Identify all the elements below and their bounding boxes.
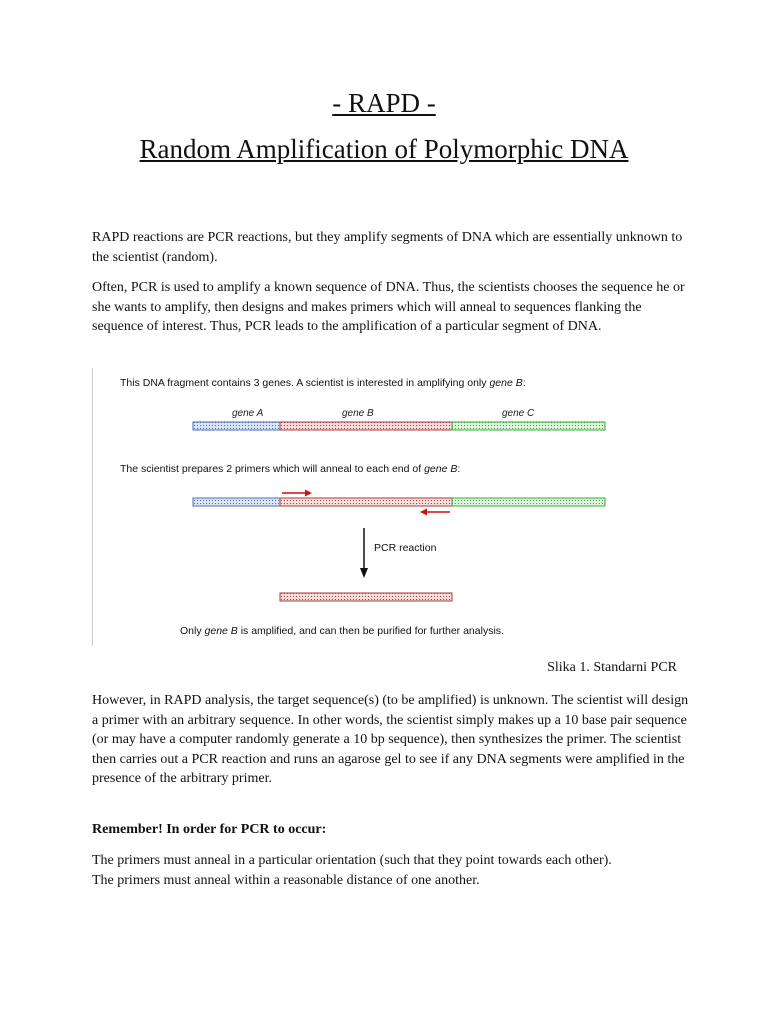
gene-a-segment xyxy=(193,422,280,430)
paragraph-intro: RAPD reactions are PCR reactions, but they amplify segments of DNA which are essentially unknown to the scientist (random). xyxy=(92,230,683,265)
condition-2: The primers must anneal within a reasonable distance of one another. xyxy=(92,872,480,888)
figure-line-3: Only gene B is amplified, and can then be purified for further analysis. xyxy=(180,625,504,637)
condition-1: The primers must anneal in a particular orientation (such that they point towards each other). xyxy=(92,853,612,868)
forward-primer-arrowhead xyxy=(305,490,312,497)
figure-line-2: The scientist prepares 2 primers which will anneal to each end of gene B: xyxy=(120,463,461,475)
gene-b-segment xyxy=(280,422,452,430)
gene-b-segment-2 xyxy=(280,498,452,506)
gene-c-segment-2 xyxy=(452,498,605,506)
gene-c-label: gene C xyxy=(502,408,535,419)
gene-a-segment-2 xyxy=(193,498,280,506)
pcr-reaction-label: PCR reaction xyxy=(374,542,437,554)
gene-b-label: gene B xyxy=(342,408,374,419)
page-subtitle: Random Amplification of Polymorphic DNA xyxy=(139,134,629,164)
pcr-figure xyxy=(92,368,640,646)
reverse-primer-arrowhead xyxy=(420,509,427,516)
figure-caption: Slika 1. Standarni PCR xyxy=(547,660,677,675)
paragraph-rapd: However, in RAPD analysis, the target sequence(s) (to be amplified) is unknown. The scientist will design a primer with an arbitrary sequence. In other words, the scientist simply makes up a 10 base pair sequence (or may have a computer randomly generate a 10 bp sequence), then synthesizes the primer. The scientist then carries out a PCR reaction and runs an agarose gel to see if any DNA segments were amplified in the presence of the arbitrary primer. xyxy=(92,693,689,786)
reaction-arrowhead xyxy=(360,568,368,578)
paragraph-pcr: Often, PCR is used to amplify a known sequence of DNA. Thus, the scientists chooses the sequence he or she wants to amplify, then designs and makes primers which will anneal to sequences flanking the sequence of interest. Thus, PCR leads to the amplification of a particular segment of DNA. xyxy=(92,280,685,334)
amplified-gene-b xyxy=(280,593,452,601)
figure-line-1: This DNA fragment contains 3 genes. A scientist is interested in amplifying only gene B: xyxy=(120,377,526,389)
gene-c-segment xyxy=(452,422,605,430)
remember-heading: Remember! In order for PCR to occur: xyxy=(92,822,327,837)
page-title: - RAPD - xyxy=(332,88,436,118)
gene-a-label: gene A xyxy=(232,408,264,419)
paragraph-conditions xyxy=(92,851,692,890)
